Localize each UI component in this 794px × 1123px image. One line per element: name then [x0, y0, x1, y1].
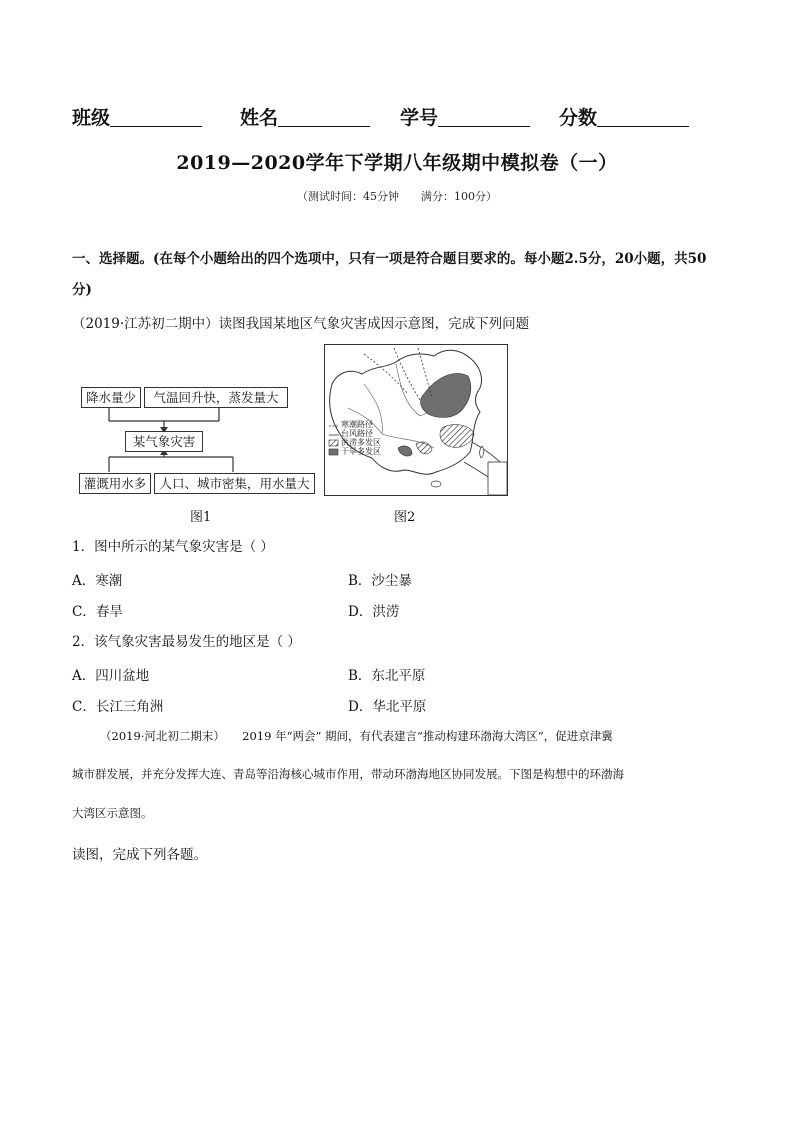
- section-heading-line2: 分): [72, 282, 92, 298]
- question1-option-a[interactable]: A．寒潮: [72, 573, 123, 589]
- question2-option-b[interactable]: B．东北平原: [348, 668, 426, 684]
- legend-drought: 干旱多发区: [341, 447, 381, 456]
- class-label: 班级: [72, 107, 111, 129]
- score-label: 分数: [559, 107, 598, 129]
- name-blank[interactable]: [278, 106, 370, 127]
- question2-stem: 2．该气象灾害最易发生的地区是（ ）: [72, 634, 301, 650]
- score-field[interactable]: [559, 103, 689, 130]
- question1-option-b[interactable]: B．沙尘暴: [348, 573, 412, 589]
- section-heading-line1: 一、选择题。(在每个小题给出的四个选项中，只有一项是符合题目要求的。每小题2.5分，20小题，共50: [72, 251, 707, 267]
- legend-flood: 洪涝多发区: [341, 438, 381, 447]
- question1-stem: 1．图中所示的某气象灾害是（ ）: [72, 539, 274, 555]
- exam-subtitle: （测试时间：45分钟 满分：100分）: [297, 190, 497, 203]
- score-blank[interactable]: [597, 106, 689, 127]
- passage1-source: （2019·江苏初二期中）读图我国某地区气象灾害成因示意图，完成下列问题: [72, 316, 530, 332]
- figure2-map: [324, 344, 508, 496]
- name-field[interactable]: [240, 103, 370, 130]
- question2-option-c[interactable]: C．长江三角洲: [72, 699, 164, 715]
- box-population: 人口、城市密集，用水量大: [154, 473, 315, 494]
- question2-option-a[interactable]: A．四川盆地: [72, 668, 150, 684]
- passage2-instruction: 读图，完成下列各题。: [72, 847, 207, 863]
- box-low-rainfall: 降水量少: [81, 387, 141, 408]
- box-irrigation: 灌溉用水多: [79, 473, 151, 494]
- question1-option-d[interactable]: D．洪涝: [348, 604, 400, 620]
- question1-option-c[interactable]: C．春旱: [72, 604, 123, 620]
- passage2-line1: （2019·河北初二期末） 2019 年“两会” 期间，有代表建言“推动构建环渤海大湾区”，促进京津冀: [100, 729, 613, 743]
- name-label: 姓名: [240, 107, 279, 129]
- legend-typhoon: 台风路径: [341, 429, 373, 438]
- class-blank[interactable]: [110, 106, 202, 127]
- figure2-legend: [341, 420, 381, 456]
- passage2-line2: 城市群发展，并充分发挥大连、青岛等沿海核心城市作用，带动环渤海地区协同发展。下图是构想中的环渤海: [72, 767, 624, 781]
- exam-title: 2019—2020学年下学期八年级期中模拟卷（一）: [176, 152, 618, 174]
- passage2-line3: 大湾区示意图。: [72, 806, 153, 820]
- figure2-caption: 图2: [394, 510, 416, 525]
- question2-option-d[interactable]: D．华北平原: [348, 699, 427, 715]
- class-field[interactable]: [72, 103, 202, 130]
- figure1-diagram: [79, 383, 317, 495]
- figure1-caption: 图1: [190, 510, 212, 525]
- box-disaster: 某气象灾害: [125, 431, 203, 452]
- student-info-row: [72, 103, 712, 133]
- box-high-evaporation: 气温回升快，蒸发量大: [144, 387, 288, 408]
- id-blank[interactable]: [438, 106, 530, 127]
- legend-cold-wave: 寒潮路径: [341, 420, 373, 429]
- id-label: 学号: [400, 107, 439, 129]
- id-field[interactable]: [400, 103, 530, 130]
- section-heading: [72, 244, 732, 306]
